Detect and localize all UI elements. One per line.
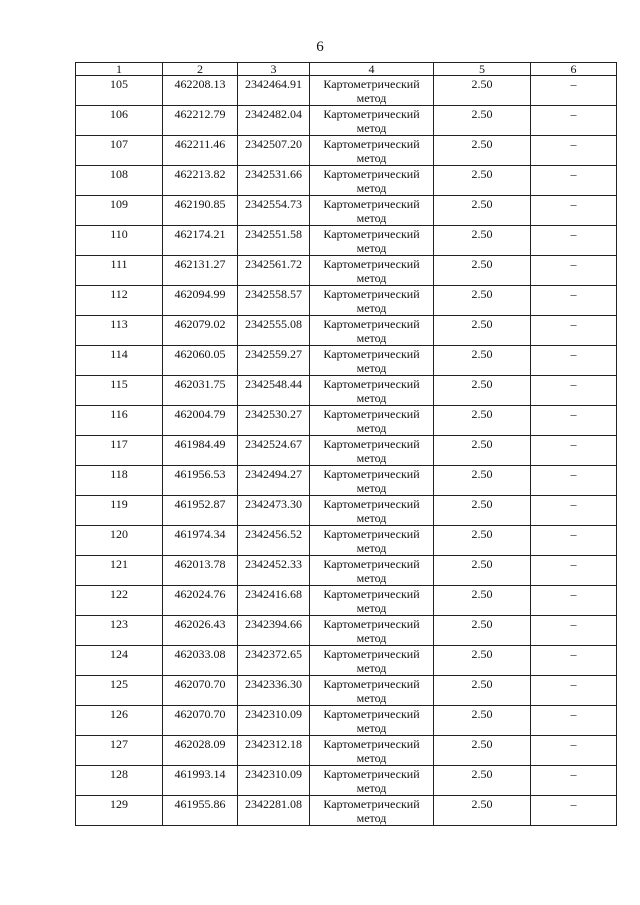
method-line-1: Картометрический — [323, 527, 420, 541]
accuracy-cell: 2.50 — [434, 646, 531, 676]
point-number-cell: 122 — [76, 586, 163, 616]
table-row — [76, 496, 617, 526]
note-cell — [531, 676, 617, 706]
method-line-2: метод — [356, 451, 387, 465]
y-coordinate-cell: 2342507.20 — [238, 136, 310, 166]
note-dash: – — [570, 797, 577, 811]
method-line-2: метод — [356, 751, 387, 765]
y-coordinate-cell: 2342312.18 — [238, 736, 310, 766]
accuracy-cell: 2.50 — [434, 526, 531, 556]
y-coordinate-cell: 2342310.09 — [238, 706, 310, 736]
y-coordinate-cell: 2342561.72 — [238, 256, 310, 286]
table-row — [76, 316, 617, 346]
x-coordinate-cell: 462208.13 — [163, 76, 238, 106]
x-coordinate-cell: 462174.21 — [163, 226, 238, 256]
table-row — [76, 346, 617, 376]
note-cell — [531, 136, 617, 166]
point-number-cell: 108 — [76, 166, 163, 196]
y-coordinate-cell: 2342558.57 — [238, 286, 310, 316]
x-coordinate-cell: 461956.53 — [163, 466, 238, 496]
table-row — [76, 106, 617, 136]
method-line-1: Картометрический — [323, 227, 420, 241]
table-row — [76, 166, 617, 196]
note-dash: – — [570, 137, 577, 151]
point-number-cell: 120 — [76, 526, 163, 556]
note-dash: – — [570, 77, 577, 91]
note-dash: – — [570, 587, 577, 601]
method-cell — [310, 286, 434, 316]
y-coordinate-cell: 2342473.30 — [238, 496, 310, 526]
method-line-1: Картометрический — [323, 407, 420, 421]
note-dash: – — [570, 557, 577, 571]
table-row — [76, 436, 617, 466]
point-number-cell: 117 — [76, 436, 163, 466]
x-coordinate-cell: 461955.86 — [163, 796, 238, 826]
method-line-2: метод — [356, 571, 387, 585]
method-cell — [310, 586, 434, 616]
accuracy-cell: 2.50 — [434, 556, 531, 586]
method-cell — [310, 676, 434, 706]
x-coordinate-cell: 462131.27 — [163, 256, 238, 286]
method-line-2: метод — [356, 781, 387, 795]
method-line-2: метод — [356, 301, 387, 315]
note-dash: – — [570, 497, 577, 511]
method-cell — [310, 766, 434, 796]
point-number-cell: 112 — [76, 286, 163, 316]
note-dash: – — [570, 677, 577, 691]
method-line-2: метод — [356, 361, 387, 375]
method-line-2: метод — [356, 331, 387, 345]
table-row — [76, 466, 617, 496]
table-row — [76, 586, 617, 616]
page-number: 6 — [316, 39, 324, 55]
accuracy-cell: 2.50 — [434, 376, 531, 406]
accuracy-cell: 2.50 — [434, 256, 531, 286]
note-dash: – — [570, 617, 577, 631]
y-coordinate-cell: 2342555.08 — [238, 316, 310, 346]
table-row — [76, 376, 617, 406]
note-dash: – — [570, 257, 577, 271]
point-number-cell: 121 — [76, 556, 163, 586]
y-coordinate-cell: 2342310.09 — [238, 766, 310, 796]
accuracy-cell: 2.50 — [434, 406, 531, 436]
accuracy-cell: 2.50 — [434, 136, 531, 166]
method-line-1: Картометрический — [323, 617, 420, 631]
method-line-2: метод — [356, 91, 387, 105]
method-line-2: метод — [356, 421, 387, 435]
method-cell — [310, 496, 434, 526]
method-line-2: метод — [356, 211, 387, 225]
note-cell — [531, 466, 617, 496]
method-cell — [310, 376, 434, 406]
column-header-accuracy: 5 — [434, 63, 531, 76]
table-row — [76, 286, 617, 316]
method-line-1: Картометрический — [323, 737, 420, 751]
method-cell — [310, 646, 434, 676]
method-line-1: Картометрический — [323, 287, 420, 301]
x-coordinate-cell: 462033.08 — [163, 646, 238, 676]
note-cell — [531, 286, 617, 316]
method-cell — [310, 226, 434, 256]
note-dash: – — [570, 227, 577, 241]
note-dash: – — [570, 767, 577, 781]
accuracy-cell: 2.50 — [434, 76, 531, 106]
table-row — [76, 256, 617, 286]
note-cell — [531, 196, 617, 226]
table-row — [76, 616, 617, 646]
y-coordinate-cell: 2342416.68 — [238, 586, 310, 616]
note-dash: – — [570, 437, 577, 451]
x-coordinate-cell: 462026.43 — [163, 616, 238, 646]
point-number-cell: 125 — [76, 676, 163, 706]
point-number-cell: 128 — [76, 766, 163, 796]
method-line-1: Картометрический — [323, 317, 420, 331]
column-header-point-number: 1 — [76, 63, 163, 76]
accuracy-cell: 2.50 — [434, 496, 531, 526]
x-coordinate-cell: 462060.05 — [163, 346, 238, 376]
method-cell — [310, 316, 434, 346]
method-line-2: метод — [356, 481, 387, 495]
x-coordinate-cell: 461993.14 — [163, 766, 238, 796]
x-coordinate-cell: 462094.99 — [163, 286, 238, 316]
method-line-2: метод — [356, 811, 387, 825]
table-row — [76, 196, 617, 226]
note-cell — [531, 166, 617, 196]
note-cell — [531, 376, 617, 406]
note-dash: – — [570, 287, 577, 301]
table-row — [76, 736, 617, 766]
accuracy-cell: 2.50 — [434, 106, 531, 136]
accuracy-cell: 2.50 — [434, 586, 531, 616]
note-cell — [531, 796, 617, 826]
method-line-2: метод — [356, 661, 387, 675]
table-body — [76, 76, 617, 826]
note-dash: – — [570, 737, 577, 751]
coordinates-table — [75, 62, 617, 826]
method-line-2: метод — [356, 631, 387, 645]
table-row — [76, 766, 617, 796]
method-cell — [310, 76, 434, 106]
method-cell — [310, 196, 434, 226]
method-line-1: Картометрический — [323, 107, 420, 121]
point-number-cell: 107 — [76, 136, 163, 166]
note-cell — [531, 226, 617, 256]
note-cell — [531, 766, 617, 796]
accuracy-cell: 2.50 — [434, 286, 531, 316]
x-coordinate-cell: 462013.78 — [163, 556, 238, 586]
table-row — [76, 226, 617, 256]
note-dash: – — [570, 347, 577, 361]
method-line-2: метод — [356, 271, 387, 285]
point-number-cell: 110 — [76, 226, 163, 256]
point-number-cell: 113 — [76, 316, 163, 346]
x-coordinate-cell: 462190.85 — [163, 196, 238, 226]
x-coordinate-cell: 462028.09 — [163, 736, 238, 766]
note-dash: – — [570, 707, 577, 721]
method-cell — [310, 106, 434, 136]
note-dash: – — [570, 167, 577, 181]
y-coordinate-cell: 2342530.27 — [238, 406, 310, 436]
note-cell — [531, 76, 617, 106]
point-number-cell: 115 — [76, 376, 163, 406]
method-line-1: Картометрический — [323, 707, 420, 721]
y-coordinate-cell: 2342464.91 — [238, 76, 310, 106]
x-coordinate-cell: 462212.79 — [163, 106, 238, 136]
x-coordinate-cell: 462213.82 — [163, 166, 238, 196]
y-coordinate-cell: 2342372.65 — [238, 646, 310, 676]
note-dash: – — [570, 407, 577, 421]
column-header-y: 3 — [238, 63, 310, 76]
method-line-1: Картометрический — [323, 77, 420, 91]
note-dash: – — [570, 107, 577, 121]
note-cell — [531, 646, 617, 676]
note-cell — [531, 346, 617, 376]
x-coordinate-cell: 462079.02 — [163, 316, 238, 346]
method-cell — [310, 556, 434, 586]
y-coordinate-cell: 2342452.33 — [238, 556, 310, 586]
x-coordinate-cell: 462211.46 — [163, 136, 238, 166]
y-coordinate-cell: 2342494.27 — [238, 466, 310, 496]
y-coordinate-cell: 2342281.08 — [238, 796, 310, 826]
y-coordinate-cell: 2342559.27 — [238, 346, 310, 376]
table-row — [76, 76, 617, 106]
note-dash: – — [570, 527, 577, 541]
table-row — [76, 796, 617, 826]
table-row — [76, 406, 617, 436]
method-cell — [310, 706, 434, 736]
accuracy-cell: 2.50 — [434, 166, 531, 196]
note-cell — [531, 436, 617, 466]
note-dash: – — [570, 467, 577, 481]
method-cell — [310, 406, 434, 436]
accuracy-cell: 2.50 — [434, 736, 531, 766]
method-cell — [310, 736, 434, 766]
y-coordinate-cell: 2342524.67 — [238, 436, 310, 466]
x-coordinate-cell: 462031.75 — [163, 376, 238, 406]
note-dash: – — [570, 317, 577, 331]
method-cell — [310, 346, 434, 376]
y-coordinate-cell: 2342394.66 — [238, 616, 310, 646]
note-cell — [531, 586, 617, 616]
table-header — [76, 63, 617, 76]
x-coordinate-cell: 461974.34 — [163, 526, 238, 556]
method-cell — [310, 526, 434, 556]
y-coordinate-cell: 2342551.58 — [238, 226, 310, 256]
accuracy-cell: 2.50 — [434, 766, 531, 796]
point-number-cell: 109 — [76, 196, 163, 226]
y-coordinate-cell: 2342482.04 — [238, 106, 310, 136]
accuracy-cell: 2.50 — [434, 316, 531, 346]
method-cell — [310, 136, 434, 166]
point-number-cell: 114 — [76, 346, 163, 376]
point-number-cell: 116 — [76, 406, 163, 436]
method-line-2: метод — [356, 181, 387, 195]
header-row — [76, 63, 617, 76]
method-line-1: Картометрический — [323, 197, 420, 211]
y-coordinate-cell: 2342554.73 — [238, 196, 310, 226]
y-coordinate-cell: 2342336.30 — [238, 676, 310, 706]
method-line-2: метод — [356, 391, 387, 405]
point-number-cell: 119 — [76, 496, 163, 526]
table-row — [76, 706, 617, 736]
note-cell — [531, 256, 617, 286]
table-row — [76, 646, 617, 676]
method-line-2: метод — [356, 601, 387, 615]
accuracy-cell: 2.50 — [434, 196, 531, 226]
table-row — [76, 526, 617, 556]
column-header-x: 2 — [163, 63, 238, 76]
accuracy-cell: 2.50 — [434, 466, 531, 496]
method-line-2: метод — [356, 541, 387, 555]
method-cell — [310, 166, 434, 196]
method-cell — [310, 796, 434, 826]
note-cell — [531, 526, 617, 556]
method-line-1: Картометрический — [323, 137, 420, 151]
method-line-1: Картометрический — [323, 497, 420, 511]
x-coordinate-cell: 462004.79 — [163, 406, 238, 436]
column-header-note: 6 — [531, 63, 617, 76]
method-line-1: Картометрический — [323, 677, 420, 691]
y-coordinate-cell: 2342456.52 — [238, 526, 310, 556]
note-cell — [531, 556, 617, 586]
accuracy-cell: 2.50 — [434, 706, 531, 736]
note-cell — [531, 316, 617, 346]
method-line-1: Картометрический — [323, 257, 420, 271]
method-line-1: Картометрический — [323, 437, 420, 451]
point-number-cell: 105 — [76, 76, 163, 106]
method-line-1: Картометрический — [323, 797, 420, 811]
note-cell — [531, 616, 617, 646]
method-line-2: метод — [356, 691, 387, 705]
method-line-1: Картометрический — [323, 647, 420, 661]
x-coordinate-cell: 461984.49 — [163, 436, 238, 466]
y-coordinate-cell: 2342531.66 — [238, 166, 310, 196]
accuracy-cell: 2.50 — [434, 226, 531, 256]
method-line-1: Картометрический — [323, 587, 420, 601]
point-number-cell: 124 — [76, 646, 163, 676]
x-coordinate-cell: 462070.70 — [163, 676, 238, 706]
method-line-1: Картометрический — [323, 767, 420, 781]
method-line-2: метод — [356, 241, 387, 255]
x-coordinate-cell: 462024.76 — [163, 586, 238, 616]
method-cell — [310, 616, 434, 646]
method-line-2: метод — [356, 121, 387, 135]
table-row — [76, 136, 617, 166]
note-dash: – — [570, 377, 577, 391]
accuracy-cell: 2.50 — [434, 676, 531, 706]
x-coordinate-cell: 462070.70 — [163, 706, 238, 736]
note-dash: – — [570, 647, 577, 661]
note-cell — [531, 106, 617, 136]
note-cell — [531, 406, 617, 436]
accuracy-cell: 2.50 — [434, 436, 531, 466]
point-number-cell: 126 — [76, 706, 163, 736]
point-number-cell: 111 — [76, 256, 163, 286]
method-line-1: Картометрический — [323, 167, 420, 181]
method-cell — [310, 436, 434, 466]
note-cell — [531, 736, 617, 766]
table-row — [76, 556, 617, 586]
method-line-2: метод — [356, 721, 387, 735]
point-number-cell: 118 — [76, 466, 163, 496]
method-line-2: метод — [356, 151, 387, 165]
x-coordinate-cell: 461952.87 — [163, 496, 238, 526]
note-dash: – — [570, 197, 577, 211]
y-coordinate-cell: 2342548.44 — [238, 376, 310, 406]
point-number-cell: 127 — [76, 736, 163, 766]
table-row — [76, 676, 617, 706]
note-cell — [531, 706, 617, 736]
accuracy-cell: 2.50 — [434, 796, 531, 826]
method-line-1: Картометрический — [323, 467, 420, 481]
method-cell — [310, 256, 434, 286]
point-number-cell: 129 — [76, 796, 163, 826]
column-header-method: 4 — [310, 63, 434, 76]
method-cell — [310, 466, 434, 496]
accuracy-cell: 2.50 — [434, 616, 531, 646]
note-cell — [531, 496, 617, 526]
method-line-1: Картометрический — [323, 377, 420, 391]
method-line-1: Картометрический — [323, 347, 420, 361]
point-number-cell: 123 — [76, 616, 163, 646]
method-line-1: Картометрический — [323, 557, 420, 571]
method-line-2: метод — [356, 511, 387, 525]
point-number-cell: 106 — [76, 106, 163, 136]
accuracy-cell: 2.50 — [434, 346, 531, 376]
